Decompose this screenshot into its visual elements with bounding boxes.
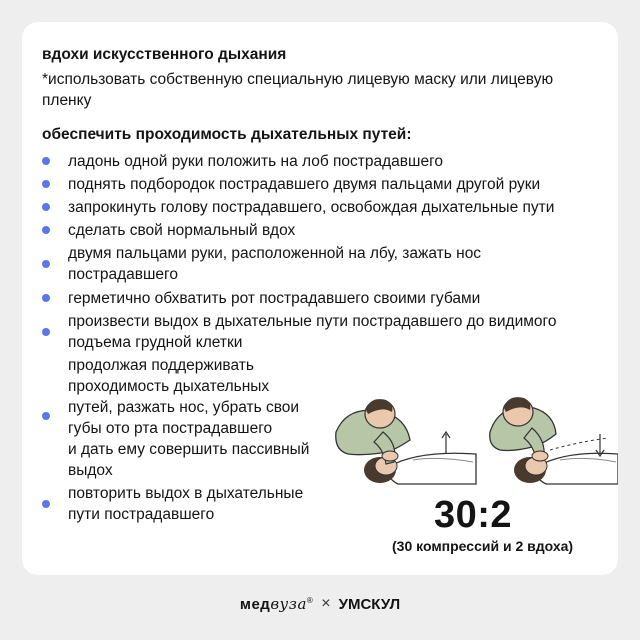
list-item-text: путей, разжать нос, убрать свои bbox=[68, 399, 300, 416]
compression-ratio-note: (30 компрессий и 2 вдоха) bbox=[392, 538, 574, 554]
bullet-icon bbox=[42, 412, 50, 420]
list-item-text: произвести выдох в дыхательные пути пострадавшего до видимого bbox=[68, 313, 557, 330]
mask-note: *использовать собственную специальную лицевую маску или лицевую пленку bbox=[42, 71, 554, 109]
section-title: обеспечить проходимость дыхательных путей: bbox=[42, 126, 412, 143]
bullet-icon bbox=[42, 203, 50, 211]
bullet-icon bbox=[42, 328, 50, 336]
brand-umskul-logo: УМСКУЛ bbox=[338, 595, 401, 613]
footer-brands bbox=[0, 590, 640, 618]
compression-ratio: 30:2 bbox=[434, 494, 513, 536]
list-item-text: запрокинуть голову пострадавшего, освобождая дыхательные пути bbox=[68, 199, 555, 216]
brand-medvuza-logo: медвуза® bbox=[239, 595, 314, 613]
list-item-text: подъема грудной клетки bbox=[68, 334, 243, 351]
bullet-icon bbox=[42, 180, 50, 188]
list-item-text: ладонь одной руки положить на лоб пострадавшего bbox=[68, 153, 444, 170]
rescue-breath-illustration bbox=[328, 372, 478, 487]
bullet-icon bbox=[42, 157, 50, 165]
list-item-text: губы ото рта пострадавшего bbox=[68, 420, 273, 437]
list-item-text: продолжая поддерживать bbox=[68, 357, 254, 374]
list-item-text: выдох bbox=[68, 462, 113, 479]
cross-separator-icon: × bbox=[321, 595, 331, 612]
list-item-text: поднять подбородок пострадавшего двумя пальцами другой руки bbox=[68, 176, 541, 193]
content-card bbox=[22, 22, 618, 575]
bullet-icon bbox=[42, 294, 50, 302]
bullet-icon bbox=[42, 226, 50, 234]
bullet-icon bbox=[42, 260, 50, 268]
passive-exhale-illustration bbox=[488, 372, 618, 487]
list-item-text: и дать ему совершить пассивный bbox=[68, 441, 310, 458]
list-item-text: повторить выдох в дыхательные bbox=[68, 485, 304, 502]
list-item-text: сделать свой нормальный вдох bbox=[68, 222, 296, 239]
list-item-text: пути пострадавшего bbox=[68, 506, 215, 523]
page-title: вдохи искусственного дыхания bbox=[42, 46, 287, 63]
list-item-text: двумя пальцами руки, расположенной на лбу, зажать нос bbox=[68, 245, 482, 262]
list-item-text: проходимость дыхательных bbox=[68, 378, 270, 395]
bullet-icon bbox=[42, 500, 50, 508]
list-item-text: герметично обхватить рот пострадавшего своими губами bbox=[68, 290, 481, 307]
list-item-text: пострадавшего bbox=[68, 266, 178, 283]
